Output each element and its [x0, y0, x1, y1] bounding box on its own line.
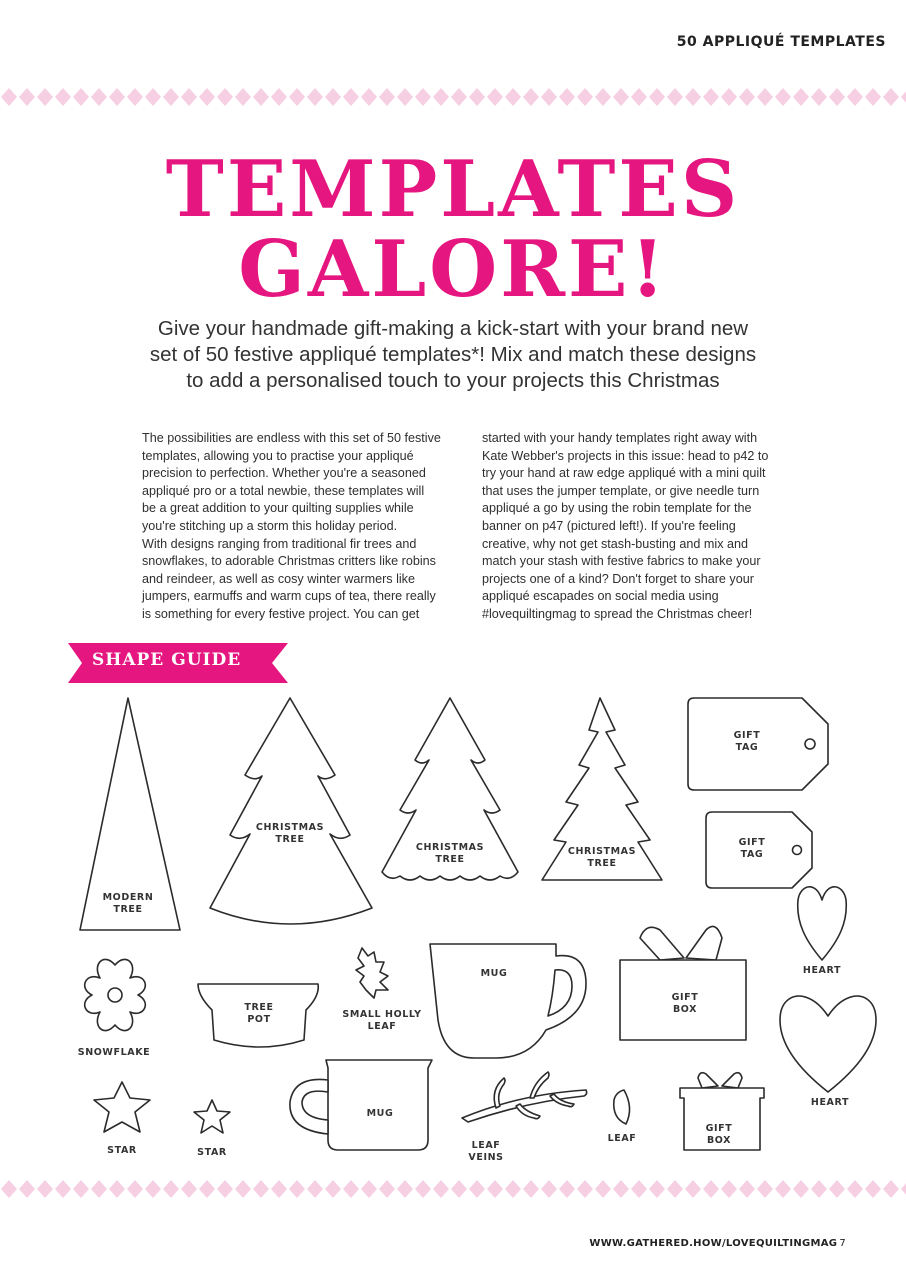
border-diamond	[883, 88, 899, 106]
border-diamond	[865, 88, 881, 106]
border-diamond	[271, 88, 287, 106]
border-diamond	[721, 88, 737, 106]
christmas-tree-label: TREE	[435, 854, 465, 865]
body-line: try your hand at raw edge appliqué with a mini quilt	[482, 466, 766, 481]
leaf-shape	[608, 1090, 637, 1144]
border-diamond	[325, 88, 341, 106]
heart-label: HEART	[810, 1097, 850, 1108]
leaf-veins-label: VEINS	[468, 1152, 504, 1163]
standfirst	[100, 316, 806, 394]
border-diamond	[541, 1180, 557, 1198]
body-column-2	[482, 430, 816, 624]
border-diamond	[901, 88, 906, 106]
border-diamond	[523, 1180, 539, 1198]
body-line: With designs ranging from traditional fir trees and	[142, 536, 417, 551]
border-diamond	[379, 1180, 395, 1198]
border-diamond	[487, 88, 503, 106]
border-diamond	[541, 88, 557, 106]
border-diamond	[451, 88, 467, 106]
holly-leaf-shape	[342, 948, 421, 1032]
border-diamond	[307, 88, 323, 106]
border-diamond	[721, 1180, 737, 1198]
gift-tag-label: GIFT	[738, 837, 766, 848]
border-diamond	[91, 1180, 107, 1198]
border-diamond	[847, 1180, 863, 1198]
gift-tag-label: GIFT	[733, 730, 761, 741]
gift-box-shape	[680, 1073, 764, 1150]
christmas-tree-shape	[210, 698, 372, 924]
border-diamond	[523, 88, 539, 106]
body-line: you're stitching up a storm this holiday period.	[142, 518, 398, 533]
border-diamond	[469, 88, 485, 106]
border-diamond	[415, 88, 431, 106]
border-diamond	[361, 88, 377, 106]
border-diamond	[667, 88, 683, 106]
star-label: STAR	[197, 1147, 227, 1158]
border-diamond	[433, 1180, 449, 1198]
border-diamond	[577, 1180, 593, 1198]
modern-tree-label: MODERN	[102, 892, 154, 903]
gift-tag-label: TAG	[735, 742, 759, 753]
body-line: match your stash with festive fabrics to make your	[482, 554, 761, 569]
mug-shape	[290, 1060, 432, 1150]
tree-pot-label: TREE	[244, 1002, 274, 1013]
mug-label: MUG	[480, 968, 508, 979]
border-diamond	[55, 88, 71, 106]
heart-shape	[798, 887, 847, 976]
tree-pot-label: POT	[247, 1014, 271, 1025]
leaf-label: LEAF	[607, 1133, 637, 1144]
border-diamond	[199, 1180, 215, 1198]
footer	[589, 1238, 846, 1249]
border-diamond	[685, 88, 701, 106]
headline-line-1: TEMPLATES	[165, 144, 741, 235]
running-head: 50 APPLIQUÉ TEMPLATES	[676, 34, 886, 50]
border-diamond	[577, 88, 593, 106]
border-diamond	[613, 88, 629, 106]
border-diamond	[883, 1180, 899, 1198]
border-diamond	[631, 88, 647, 106]
border-diamond	[469, 1180, 485, 1198]
body-line: that uses the jumper template, or give needle turn	[482, 483, 760, 498]
border-diamond	[163, 1180, 179, 1198]
border-diamond	[397, 88, 413, 106]
body-line: is something for every festive project. You can get	[142, 606, 420, 621]
border-diamond	[271, 1180, 287, 1198]
border-diamond	[703, 1180, 719, 1198]
border-diamond	[1, 1180, 17, 1198]
star-shape	[194, 1100, 230, 1158]
border-diamond	[91, 88, 107, 106]
leaf-veins-label: LEAF	[471, 1140, 501, 1151]
snowflake-label: SNOWFLAKE	[77, 1047, 151, 1058]
border-diamond	[127, 1180, 143, 1198]
star-shape	[94, 1082, 150, 1156]
border-diamond	[865, 1180, 881, 1198]
christmas-tree-shape	[542, 698, 662, 880]
bottom-diamond-border	[0, 1178, 906, 1200]
border-diamond	[343, 88, 359, 106]
border-diamond	[505, 88, 521, 106]
gift-box-label: GIFT	[671, 992, 699, 1003]
border-diamond	[19, 1180, 35, 1198]
border-diamond	[667, 1180, 683, 1198]
christmas-tree-label: CHRISTMAS	[255, 822, 325, 833]
border-diamond	[235, 1180, 251, 1198]
border-diamond	[757, 88, 773, 106]
border-diamond	[505, 1180, 521, 1198]
headline-line-2: GALORE!	[238, 224, 668, 315]
christmas-tree-label: TREE	[587, 858, 617, 869]
border-diamond	[109, 88, 125, 106]
leaf-veins-shape	[462, 1072, 587, 1163]
border-diamond	[217, 88, 233, 106]
border-diamond	[145, 88, 161, 106]
top-diamond-border	[0, 86, 906, 108]
shape-guide-templates	[0, 690, 906, 1170]
border-diamond	[127, 88, 143, 106]
border-diamond	[163, 88, 179, 106]
border-diamond	[631, 1180, 647, 1198]
border-diamond	[811, 88, 827, 106]
page-number: 7	[839, 1238, 846, 1249]
border-diamond	[847, 88, 863, 106]
christmas-tree-label: TREE	[275, 834, 305, 845]
border-diamond	[253, 1180, 269, 1198]
border-diamond	[73, 88, 89, 106]
border-diamond	[559, 1180, 575, 1198]
border-diamond	[217, 1180, 233, 1198]
gift-box-label: GIFT	[705, 1123, 733, 1134]
border-diamond	[379, 88, 395, 106]
border-diamond	[811, 1180, 827, 1198]
holly-leaf-label: SMALL HOLLY	[342, 1009, 422, 1020]
body-line: jumpers, earmuffs and warm cups of tea, there really	[142, 589, 436, 604]
christmas-tree-label: CHRISTMAS	[567, 846, 637, 857]
border-diamond	[109, 1180, 125, 1198]
border-diamond	[829, 1180, 845, 1198]
christmas-tree-shape	[382, 698, 518, 880]
border-diamond	[37, 88, 53, 106]
border-diamond	[685, 1180, 701, 1198]
border-diamond	[595, 1180, 611, 1198]
gift-tag-shape	[706, 812, 812, 888]
body-line: appliqué pro or a total newbie, these templates will	[142, 483, 425, 498]
star-label: STAR	[107, 1145, 137, 1156]
modern-tree-label: TREE	[113, 904, 143, 915]
snowflake-shape	[78, 959, 151, 1058]
border-diamond	[361, 1180, 377, 1198]
border-diamond	[289, 88, 305, 106]
border-diamond	[145, 1180, 161, 1198]
border-diamond	[829, 88, 845, 106]
holly-leaf-label: LEAF	[367, 1021, 397, 1032]
gift-tag-shape	[688, 698, 828, 790]
border-diamond	[433, 88, 449, 106]
border-diamond	[235, 88, 251, 106]
body-line: snowflakes, to adorable Christmas critters like robins	[142, 554, 436, 569]
border-diamond	[775, 88, 791, 106]
border-diamond	[451, 1180, 467, 1198]
border-diamond	[307, 1180, 323, 1198]
modern-tree-shape	[80, 698, 180, 930]
border-diamond	[199, 88, 215, 106]
heart-shape	[780, 996, 876, 1108]
border-diamond	[613, 1180, 629, 1198]
standfirst-line: Give your handmade gift-making a kick-start with your brand new	[157, 317, 749, 340]
body-line: templates, allowing you to practise your appliqué	[142, 448, 414, 463]
mug-shape	[430, 944, 586, 1058]
border-diamond	[37, 1180, 53, 1198]
border-diamond	[397, 1180, 413, 1198]
border-diamond	[343, 1180, 359, 1198]
tree-pot-shape	[198, 984, 318, 1047]
body-line: Kate Webber's projects in this issue: head to p42 to	[482, 448, 769, 463]
body-line: started with your handy templates right away with	[482, 431, 758, 445]
gift-box-label: BOX	[672, 1004, 698, 1015]
christmas-tree-label: CHRISTMAS	[415, 842, 485, 853]
gift-box-shape	[620, 926, 746, 1040]
border-diamond	[901, 1180, 906, 1198]
body-line: #lovequiltingmag to spread the Christmas cheer!	[482, 606, 753, 621]
border-diamond	[793, 1180, 809, 1198]
border-diamond	[73, 1180, 89, 1198]
border-diamond	[1, 88, 17, 106]
shape-guide-title: SHAPE GUIDE	[92, 650, 242, 670]
border-diamond	[775, 1180, 791, 1198]
border-diamond	[793, 88, 809, 106]
border-diamond	[19, 88, 35, 106]
border-diamond	[595, 88, 611, 106]
border-diamond	[739, 1180, 755, 1198]
border-diamond	[55, 1180, 71, 1198]
border-diamond	[757, 1180, 773, 1198]
border-diamond	[559, 88, 575, 106]
border-diamond	[649, 1180, 665, 1198]
standfirst-line: set of 50 festive appliqué templates*! Mix and match these designs	[149, 343, 757, 366]
border-diamond	[739, 88, 755, 106]
border-diamond	[415, 1180, 431, 1198]
body-column-1	[142, 430, 476, 624]
border-diamond	[181, 88, 197, 106]
headline	[0, 144, 906, 315]
border-diamond	[325, 1180, 341, 1198]
body-line: precision to perfection. Whether you're a seasoned	[142, 466, 426, 481]
heart-label: HEART	[802, 965, 842, 976]
border-diamond	[289, 1180, 305, 1198]
standfirst-line: to add a personalised touch to your projects this Christmas	[186, 369, 720, 392]
body-line: banner on p47 (pictured left!). If you're feeling	[482, 518, 736, 533]
body-line: be a great addition to your quilting supplies while	[142, 501, 414, 516]
gift-box-label: BOX	[706, 1135, 732, 1146]
footer-url[interactable]: WWW.GATHERED.HOW/LOVEQUILTINGMAG	[589, 1238, 838, 1249]
body-line: creative, why not get stash-busting and mix and	[482, 536, 749, 551]
body-line: projects one of a kind? Don't forget to share your	[482, 571, 754, 586]
border-diamond	[649, 88, 665, 106]
body-line: appliqué escapades on social media using	[482, 589, 719, 604]
border-diamond	[487, 1180, 503, 1198]
border-diamond	[703, 88, 719, 106]
mug-label: MUG	[366, 1108, 394, 1119]
body-line: The possibilities are endless with this set of 50 festive	[142, 431, 441, 445]
body-line: and reindeer, as well as cosy winter warmers like	[142, 571, 415, 586]
border-diamond	[181, 1180, 197, 1198]
gift-tag-label: TAG	[740, 849, 764, 860]
border-diamond	[253, 88, 269, 106]
body-line: appliqué a go by using the robin template for the	[482, 501, 752, 516]
